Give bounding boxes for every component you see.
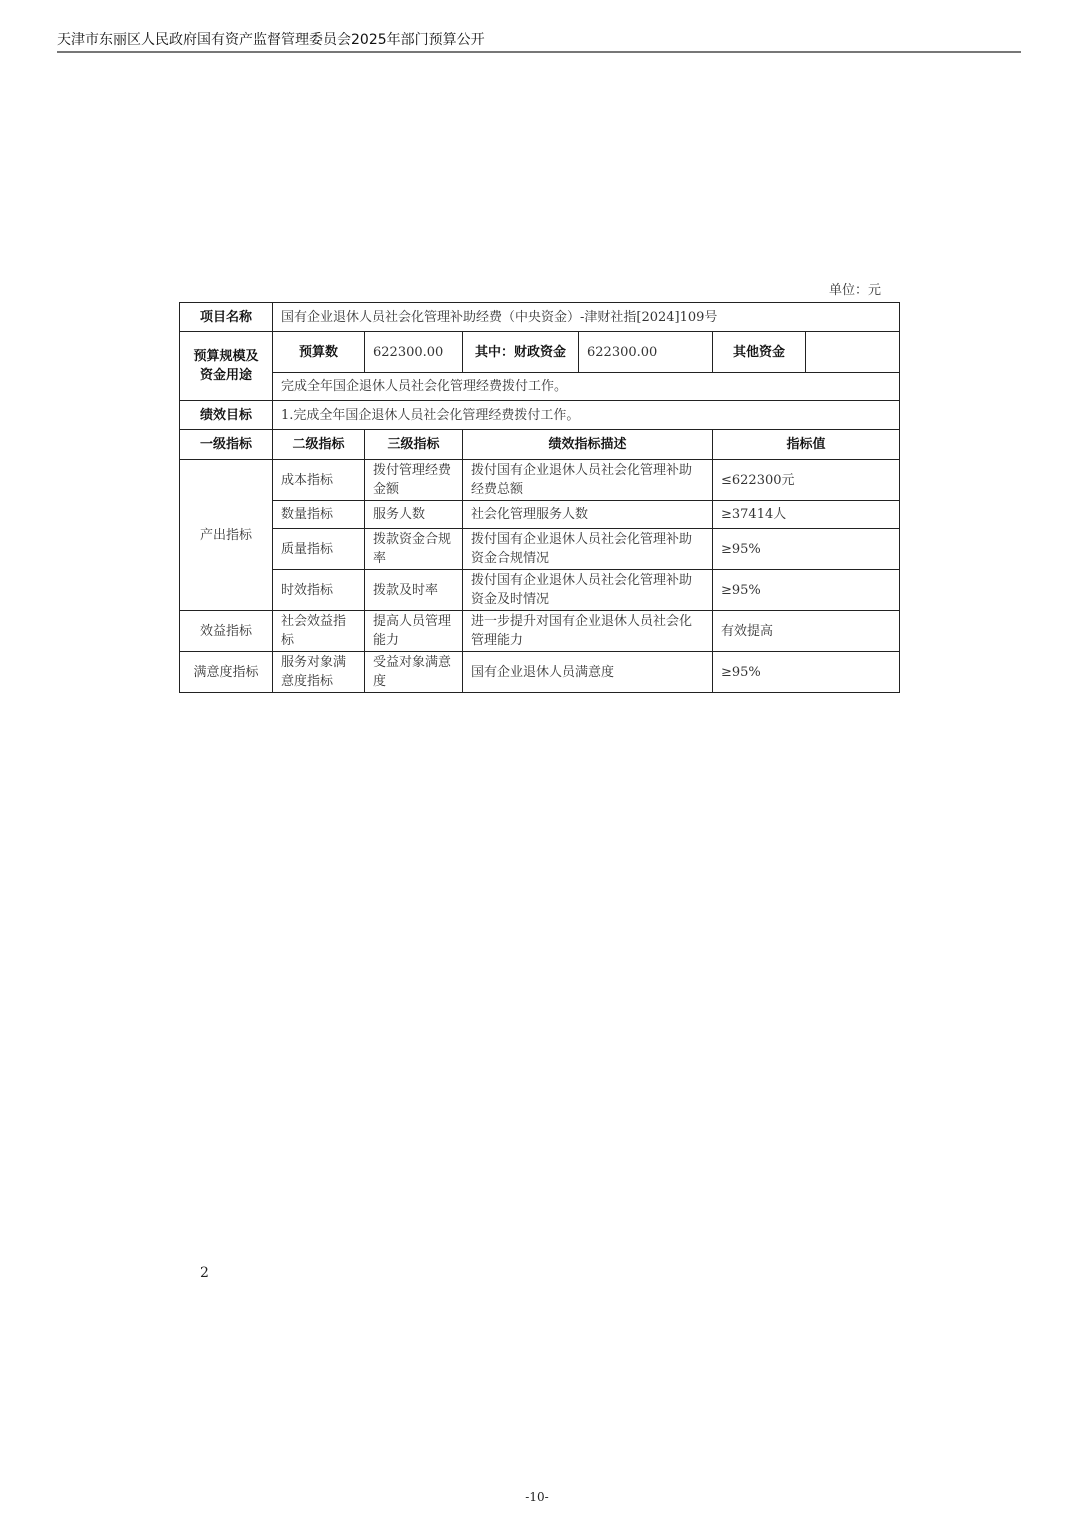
budget-scale-label: 预算规模及资金用途 [180, 332, 273, 401]
level1-benefit: 效益指标 [180, 611, 273, 652]
value-cell: ≥95% [713, 570, 900, 611]
page-number: -10- [525, 1490, 549, 1504]
header-level3: 三级指标 [365, 430, 463, 460]
level2-cell: 质量指标 [273, 529, 365, 570]
value-cell: ≥95% [713, 529, 900, 570]
level3-cell: 拨付管理经费金额 [365, 460, 463, 501]
description-cell: 社会化管理服务人数 [463, 501, 713, 529]
header-level2: 二级指标 [273, 430, 365, 460]
level3-cell: 受益对象满意度 [365, 652, 463, 693]
level3-cell: 提高人员管理能力 [365, 611, 463, 652]
level2-cell: 时效指标 [273, 570, 365, 611]
fiscal-funds-label: 其中：财政资金 [463, 332, 579, 373]
header-description: 绩效指标描述 [463, 430, 713, 460]
level3-cell: 服务人数 [365, 501, 463, 529]
value-cell: ≤622300元 [713, 460, 900, 501]
table-row [180, 501, 900, 529]
fiscal-funds-value: 622300.00 [579, 332, 713, 373]
value-cell: ≥37414人 [713, 501, 900, 529]
description-cell: 拨付国有企业退休人员社会化管理补助经费总额 [463, 460, 713, 501]
other-funds-label: 其他资金 [713, 332, 806, 373]
budget-count-label: 预算数 [273, 332, 365, 373]
description-cell: 进一步提升对国有企业退休人员社会化管理能力 [463, 611, 713, 652]
header-target-value: 指标值 [713, 430, 900, 460]
header-level1: 一级指标 [180, 430, 273, 460]
performance-goal-text: 1.完成全年国企退休人员社会化管理经费拨付工作。 [273, 401, 900, 430]
table-row [180, 611, 900, 652]
table-row [180, 570, 900, 611]
budget-count-value: 622300.00 [365, 332, 463, 373]
project-name-value: 国有企业退休人员社会化管理补助经费（中央资金）-津财社指[2024]109号 [273, 303, 900, 332]
description-cell: 拨付国有企业退休人员社会化管理补助资金及时情况 [463, 570, 713, 611]
performance-table [179, 302, 900, 693]
level3-cell: 拨款及时率 [365, 570, 463, 611]
level3-cell: 拨款资金合规率 [365, 529, 463, 570]
level1-satisfaction: 满意度指标 [180, 652, 273, 693]
table-row [180, 460, 900, 501]
description-cell: 国有企业退休人员满意度 [463, 652, 713, 693]
level2-cell: 社会效益指标 [273, 611, 365, 652]
table-row [180, 529, 900, 570]
description-cell: 拨付国有企业退休人员社会化管理补助资金合规情况 [463, 529, 713, 570]
value-cell: 有效提高 [713, 611, 900, 652]
section-page-marker: 2 [200, 1265, 209, 1281]
level2-cell: 服务对象满意度指标 [273, 652, 365, 693]
project-name-label: 项目名称 [180, 303, 273, 332]
other-funds-value [806, 332, 900, 373]
level2-cell: 数量指标 [273, 501, 365, 529]
unit-label: 单位：元 [829, 283, 882, 298]
level1-output: 产出指标 [180, 460, 273, 611]
table-row [180, 652, 900, 693]
fund-purpose-text: 完成全年国企退休人员社会化管理经费拨付工作。 [273, 373, 900, 401]
level2-cell: 成本指标 [273, 460, 365, 501]
performance-goal-label: 绩效目标 [180, 401, 273, 430]
document-header: 天津市东丽区人民政府国有资产监督管理委员会2025年部门预算公开 [57, 29, 1021, 53]
value-cell: ≥95% [713, 652, 900, 693]
